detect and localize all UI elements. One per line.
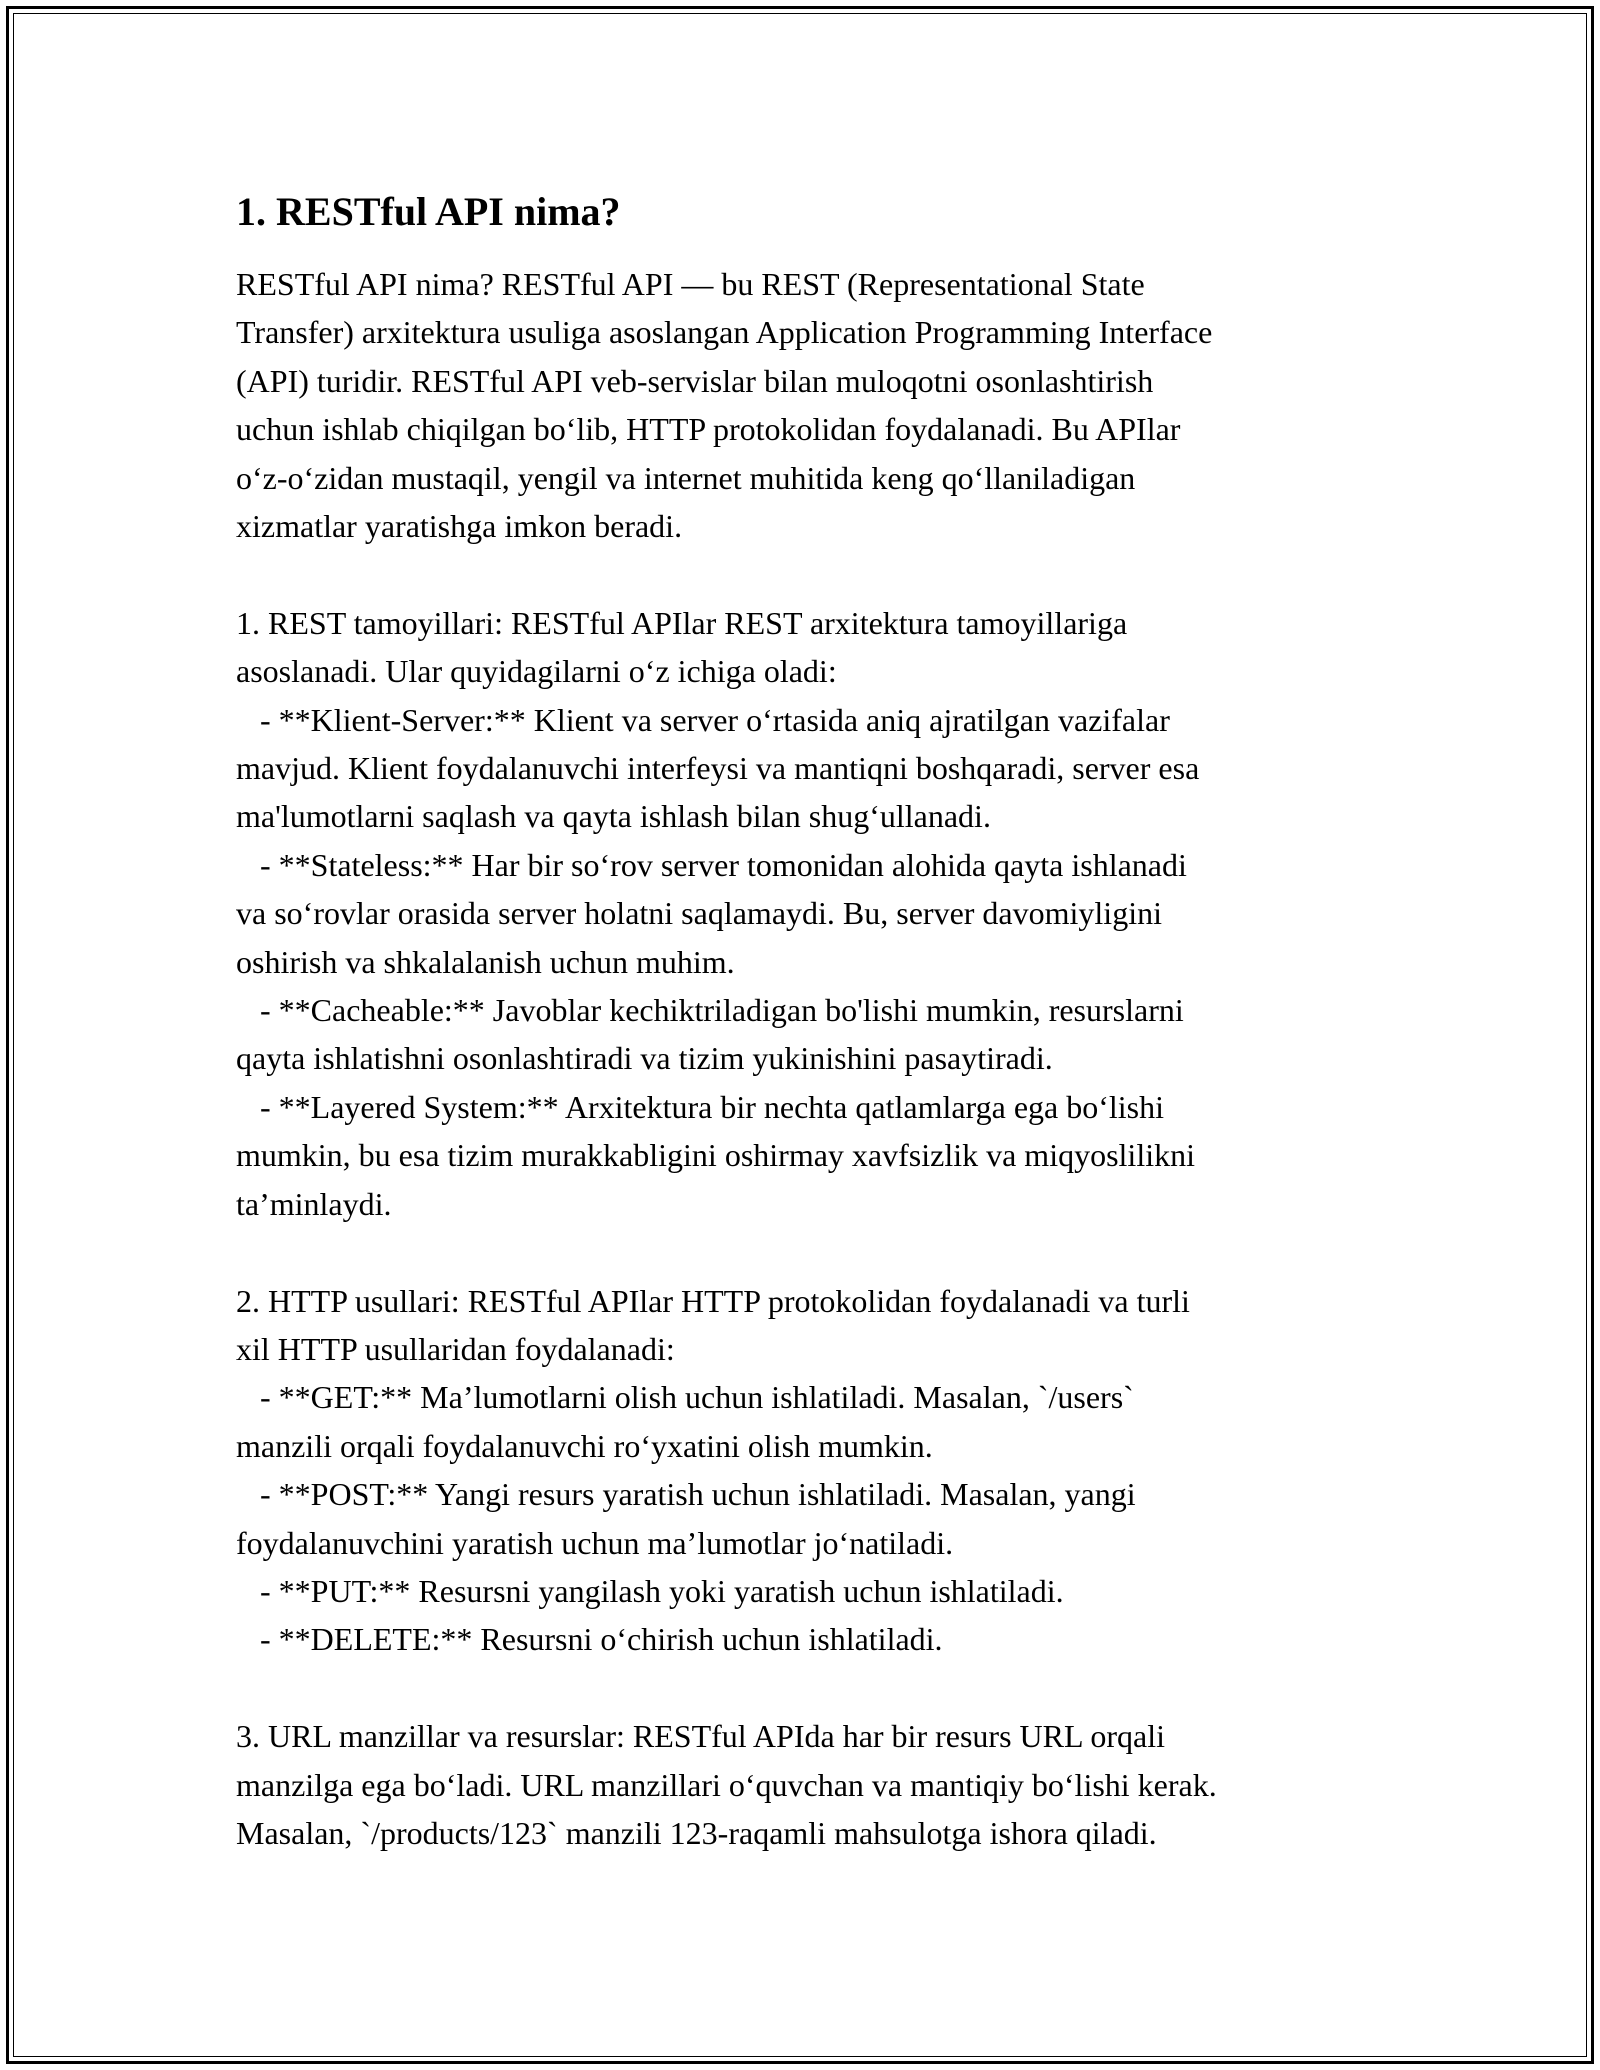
- document-title: 1. RESTful API nima?: [236, 189, 621, 234]
- paragraph-intro: RESTful API nima? RESTful API — bu REST (Representational State Transfer) arxitektura usuliga asoslangan Application Programming Interface (API) turidir. RESTful API veb-servislar bilan muloqotni osonlashtirish uchun ishlab chiqilgan bo‘lib, HTTP protokolidan foydalanadi. Bu APIlar o‘z-o‘zidan mustaqil, yengil va internet muhitida keng qo‘llaniladigan xizmatlar yaratishga imkon beradi.: [236, 266, 1213, 545]
- paragraph-http-methods: 2. HTTP usullari: RESTful APIlar HTTP protokolidan foydalanadi va turli xil HTTP usullaridan foydalanadi: - **GET:** Ma’lumotlarni olish uchun ishlatiladi. Masalan, `/users` manzili orqali foydalanuvchi ro‘yxatini olish mumkin. - **POST:** Yangi resurs yaratish uchun ishlatiladi. Masalan, yangi foydalanuvchini yaratish uchun ma’lumotlar jo‘natiladi. - **PUT:** Resursni yangilash yoki yaratish uchun ishlatiladi. - **DELETE:** Resursni o‘chirish uchun ishlatiladi.: [236, 1282, 1190, 1658]
- paragraph-spacer: [236, 1664, 1376, 1712]
- document-body: [236, 188, 1376, 1857]
- paragraph-url-resources: 3. URL manzillar va resurslar: RESTful APIda har bir resurs URL orqali manzilga ega bo‘ladi. URL manzillari o‘quvchan va mantiqiy bo‘lishi kerak. Masalan, `/products/123` manzili 123-raqamli mahsulotga ishora qiladi.: [236, 1718, 1217, 1851]
- paragraph-spacer: [236, 1228, 1376, 1276]
- paragraph-rest-principles: 1. REST tamoyillari: RESTful APIlar REST arxitektura tamoyillariga asoslanadi. Ular quyidagilarni o‘z ichiga oladi: - **Klient-Server:** Klient va server o‘rtasida aniq ajratilgan vazifalar mavjud. Klient foydalanuvchi interfeysi va mantiqni boshqaradi, server esa ma'lumotlarni saqlash va qayta ishlash bilan shug‘ullanadi. - **Stateless:** Har bir so‘rov server tomonidan alohida qayta ishlanadi va so‘rovlar orasida server holatni saqlamaydi. Bu, server davomiyligini oshirish va shkalalanish uchun muhim. - **Cacheable:** Javoblar kechiktriladigan bo'lishi mumkin, resurslarni qayta ishlatishni osonlashtiradi va tizim yukinishini pasaytiradi. - **Layered System:** Arxitektura bir nechta qatlamlarga ega bo‘lishi mumkin, bu esa tizim murakkabligini oshirmay xavfsizlik va miqyoslilikni ta’minlaydi.: [236, 604, 1200, 1222]
- paragraph-spacer: [236, 550, 1376, 598]
